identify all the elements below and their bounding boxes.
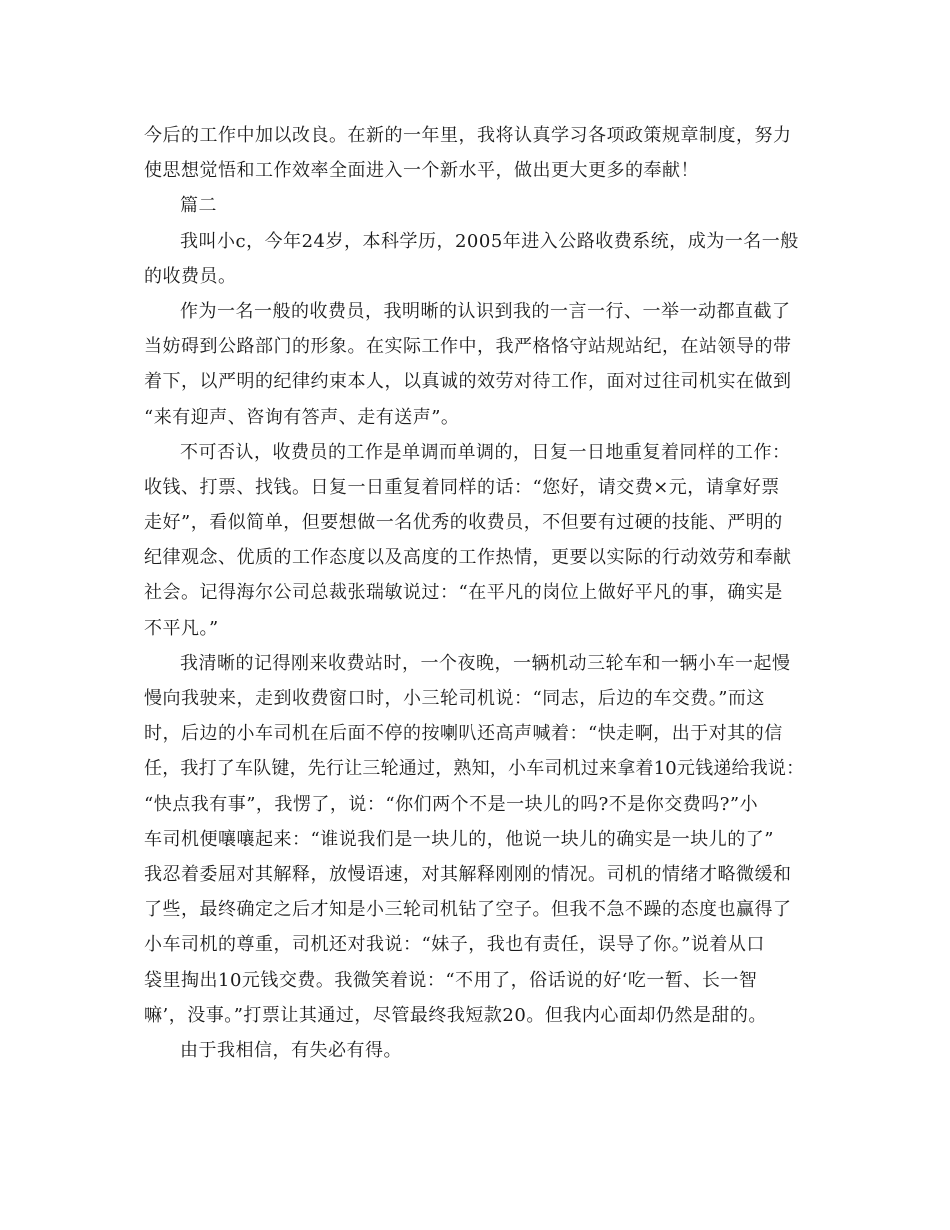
paragraph-line: 时，后边的小车司机在后面不停的按喇叭还高声喊着：“快走啊，出于对其的信 xyxy=(144,723,783,745)
paragraph-line: 着下，以严明的纪律约束本人，以真诚的效劳对待工作，面对过往司机实在做到 xyxy=(144,371,792,393)
paragraph-line: 车司机便嚷嚷起来：“谁说我们是一块儿的，他说一块儿的确实是一块儿的了” xyxy=(144,828,774,850)
paragraph-line: 今后的工作中加以改良。在新的一年里，我将认真学习各项政策规章制度，努力 xyxy=(144,125,792,146)
paragraph-start-line: 由于我相信，有失必有得。 xyxy=(180,1039,402,1061)
paragraph-line: 任，我打了车队键，先行让三轮通过，熟知，小车司机过来拿着10元钱递给我说： xyxy=(144,758,805,780)
paragraph-line: 走好”，看似简单，但要想做一名优秀的收费员，不但要有过硬的技能、严明的 xyxy=(144,512,783,534)
paragraph-start-line: 作为一名一般的收费员，我明晰的认识到我的一言一行、一举一动都直截了 xyxy=(180,300,791,322)
paragraph-line: 使思想觉悟和工作效率全面进入一个新水平，做出更大更多的奉献！ xyxy=(144,160,699,182)
paragraph-line: 社会。记得海尔公司总裁张瑞敏说过：“在平凡的岗位上做好平凡的事，确实是 xyxy=(144,582,783,604)
paragraph-start-line: 我叫小c，今年24岁，本科学历，2005年进入公路收费系统，成为一名一般 xyxy=(180,230,799,252)
paragraph-line: 慢向我驶来，走到收费窗口时，小三轮司机说：“同志，后边的车交费。”而这 xyxy=(144,688,765,709)
paragraph-line: 袋里掏出10元钱交费。我微笑着说：“不用了，俗话说的好‘吃一暂、长一智 xyxy=(144,969,758,991)
paragraph-line: 嘛’，没事。”打票让其通过，尽管最终我短款20。但我内心面却仍然是甜的。 xyxy=(144,1004,767,1026)
paragraph-line: 当妨碍到公路部门的形象。在实际工作中，我严格恪守站规站纪，在站领导的带 xyxy=(144,336,792,358)
paragraph-line: 不平凡。” xyxy=(144,617,219,639)
paragraph-line: 小车司机的尊重，司机还对我说：“妹子，我也有责任，误导了你。”说着从口 xyxy=(144,934,765,956)
paragraph-start-line: 不可否认，收费员的工作是单调而单调的，日复一日地重复着同样的工作： xyxy=(180,441,791,463)
paragraph-line: 了些，最终确定之后才知是小三轮司机钻了空子。但我不急不躁的态度也赢得了 xyxy=(144,899,792,921)
paragraph-start-line: 篇二 xyxy=(180,195,217,217)
paragraph-line: 收钱、打票、找钱。日复一日重复着同样的话：“您好，请交费×元，请拿好票 xyxy=(144,476,780,498)
paragraph-line: 的收费员。 xyxy=(144,265,237,287)
paragraph-start-line: 我清晰的记得刚来收费站时，一个夜晚，一辆机动三轮车和一辆小车一起慢 xyxy=(180,652,791,674)
document-body xyxy=(144,118,806,1068)
paragraph-line: “来有迎声、咨询有答声、走有送声”。 xyxy=(144,406,460,428)
paragraph-line: 纪律观念、优质的工作态度以及高度的工作热情，更要以实际的行动效劳和奉献 xyxy=(144,547,792,569)
paragraph-line: 我忍着委屈对其解释，放慢语速，对其解释刚刚的情况。司机的情绪才略微缓和 xyxy=(144,863,792,885)
paragraph-line: “快点我有事”，我愣了，说：“你们两个不是一块儿的吗?不是你交费吗?”小 xyxy=(144,793,759,815)
